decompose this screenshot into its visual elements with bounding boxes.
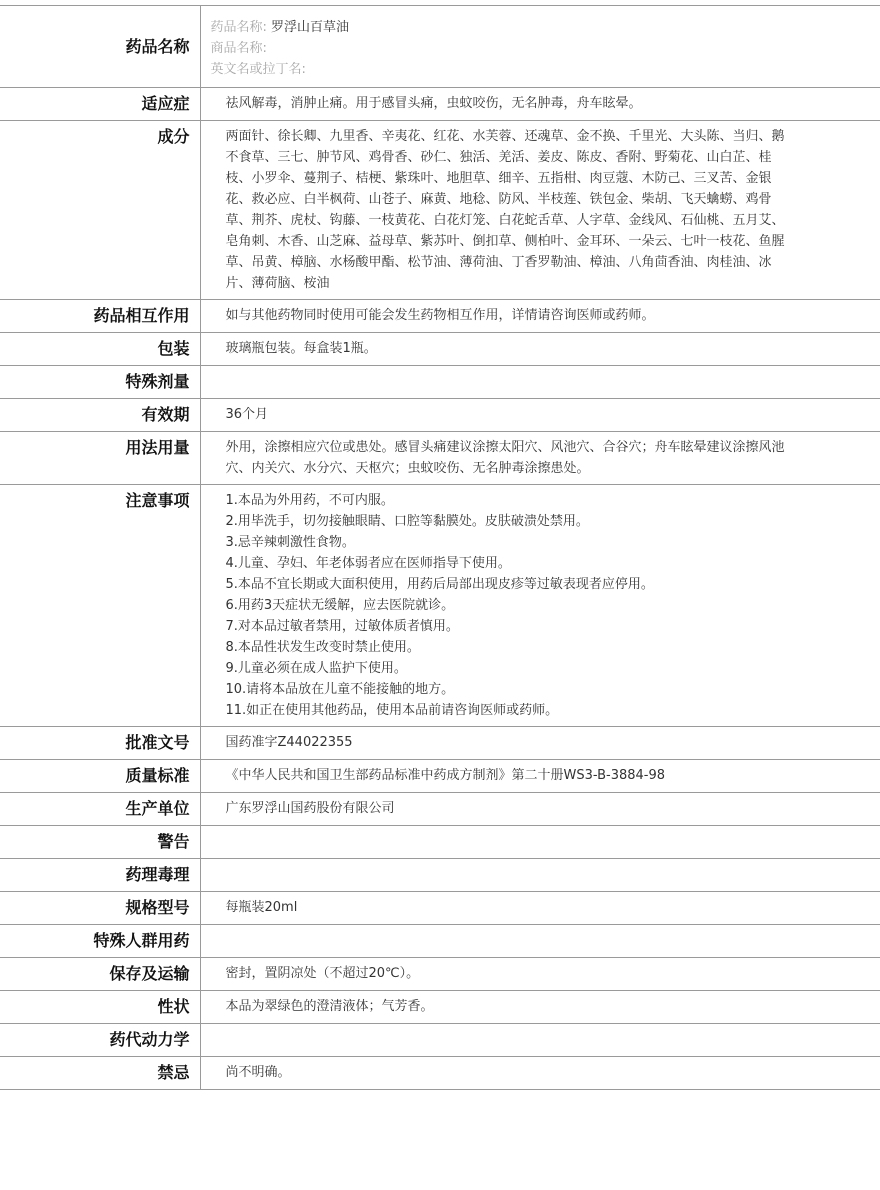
value-interactions: 如与其他药物同时使用可能会发生药物相互作用，详情请咨询医师或药师。 (200, 300, 880, 333)
label-approval: 批准文号 (0, 727, 200, 760)
value-indications: 祛风解毒，消肿止痛。用于感冒头痛，虫蚊咬伤，无名肿毒，舟车眩晕。 (200, 88, 880, 121)
value-contraindications: 尚不明确。 (200, 1057, 880, 1090)
label-precautions: 注意事项 (0, 485, 200, 727)
english-name-key: 英文名或拉丁名: (210, 62, 306, 77)
label-usage: 用法用量 (0, 432, 200, 485)
precaution-item: 5.本品不宜长期或大面积使用，用药后局部出现皮疹等过敏表现者应停用。 (225, 577, 654, 592)
row-interactions (0, 300, 880, 333)
row-spec (0, 892, 880, 925)
value-spec: 每瓶装20ml (200, 892, 880, 925)
value-warning (200, 826, 880, 859)
label-pharmacokinetics: 药代动力学 (0, 1024, 200, 1057)
row-appearance (0, 991, 880, 1024)
label-warning: 警告 (0, 826, 200, 859)
precaution-item: 4.儿童、孕妇、年老体弱者应在医师指导下使用。 (225, 556, 511, 571)
row-warning (0, 826, 880, 859)
row-special-dosage (0, 366, 880, 399)
label-interactions: 药品相互作用 (0, 300, 200, 333)
label-pharmacology: 药理毒理 (0, 859, 200, 892)
label-appearance: 性状 (0, 991, 200, 1024)
value-appearance: 本品为翠绿色的澄清液体；气芳香。 (200, 991, 880, 1024)
value-special-population (200, 925, 880, 958)
label-spec: 规格型号 (0, 892, 200, 925)
drug-info-sheet (0, 5, 880, 1090)
value-special-dosage (200, 366, 880, 399)
precaution-item: 7.对本品过敏者禁用，过敏体质者慎用。 (225, 619, 459, 634)
label-contraindications: 禁忌 (0, 1057, 200, 1090)
value-precautions (200, 485, 880, 727)
label-special-population: 特殊人群用药 (0, 925, 200, 958)
precaution-item: 8.本品性状发生改变时禁止使用。 (225, 640, 420, 655)
label-standard: 质量标准 (0, 760, 200, 793)
row-pharmacokinetics (0, 1024, 880, 1057)
drug-name-block (200, 6, 880, 88)
row-expiry (0, 399, 880, 432)
label-special-dosage: 特殊剂量 (0, 366, 200, 399)
row-standard (0, 760, 880, 793)
row-indications (0, 88, 880, 121)
value-storage: 密封，置阴凉处（不超过20℃）。 (200, 958, 880, 991)
generic-name-key: 药品名称: (210, 20, 267, 35)
row-pharmacology (0, 859, 880, 892)
row-manufacturer (0, 793, 880, 826)
trade-name-line (211, 38, 861, 59)
row-usage (0, 432, 880, 485)
row-storage (0, 958, 880, 991)
row-ingredients (0, 121, 880, 300)
value-ingredients: 两面针、徐长卿、九里香、辛夷花、红花、水芙蓉、还魂草、金不换、千里光、大头陈、当归、鹅不食草、三七、肿节风、鸡骨香、砂仁、独活、羌活、姜皮、陈皮、香附、野菊花、山白芷、桂枝、小罗伞、蔓荆子、桔梗、紫珠叶、地胆草、细辛、五指柑、肉豆蔻、木防己、三叉苦、金银花、救必应、白半枫荷、山苍子、麻黄、地稔、防风、半枝莲、铁包金、柴胡、飞天蠄蟧、鸡骨草、荆芥、虎杖、钩藤、一枝黄花、白花灯笼、白花蛇舌草、人字草、金线风、石仙桃、五月艾、皂角刺、木香、山芝麻、益母草、紫苏叶、倒扣草、侧柏叶、金耳环、一朵云、七叶一枝花、鱼腥草、吊黄、樟脑、水杨酸甲酯、松节油、薄荷油、丁香罗勒油、樟油、八角茴香油、肉桂油、冰片、薄荷脑、桉油 (200, 121, 880, 300)
label-packaging: 包装 (0, 333, 200, 366)
precaution-item: 1.本品为外用药，不可内服。 (225, 493, 394, 508)
label-manufacturer: 生产单位 (0, 793, 200, 826)
label-storage: 保存及运输 (0, 958, 200, 991)
row-contraindications (0, 1057, 880, 1090)
value-packaging: 玻璃瓶包装。每盒装1瓶。 (200, 333, 880, 366)
label-ingredients: 成分 (0, 121, 200, 300)
precaution-item: 10.请将本品放在儿童不能接触的地方。 (225, 682, 455, 697)
precaution-item: 3.忌辛辣刺激性食物。 (225, 535, 355, 550)
precaution-item: 11.如正在使用其他药品，使用本品前请咨询医师或药师。 (225, 703, 559, 718)
label-indications: 适应症 (0, 88, 200, 121)
precaution-item: 6.用药3天症状无缓解，应去医院就诊。 (225, 598, 455, 613)
english-name-line (211, 59, 861, 80)
trade-name-key: 商品名称: (210, 41, 267, 56)
label-drug-name: 药品名称 (0, 6, 200, 88)
value-standard: 《中华人民共和国卫生部药品标准中药成方制剂》第二十册WS3-B-3884-98 (200, 760, 880, 793)
precaution-item: 2.用毕洗手，切勿接触眼睛、口腔等黏膜处。皮肤破溃处禁用。 (225, 514, 589, 529)
row-packaging (0, 333, 880, 366)
value-manufacturer: 广东罗浮山国药股份有限公司 (200, 793, 880, 826)
value-approval: 国药准字Z44022355 (200, 727, 880, 760)
row-precautions (0, 485, 880, 727)
drug-info-table (0, 5, 880, 1090)
row-drug-name (0, 6, 880, 88)
value-pharmacology (200, 859, 880, 892)
value-expiry: 36个月 (200, 399, 880, 432)
value-pharmacokinetics (200, 1024, 880, 1057)
row-special-population (0, 925, 880, 958)
generic-name-value: 罗浮山百草油 (271, 20, 350, 35)
row-approval (0, 727, 880, 760)
label-expiry: 有效期 (0, 399, 200, 432)
generic-name-line (211, 17, 861, 38)
precaution-item: 9.儿童必须在成人监护下使用。 (225, 661, 407, 676)
value-usage: 外用，涂擦相应穴位或患处。感冒头痛建议涂擦太阳穴、风池穴、合谷穴；舟车眩晕建议涂擦风池穴、内关穴、水分穴、天枢穴；虫蚊咬伤、无名肿毒涂擦患处。 (200, 432, 880, 485)
